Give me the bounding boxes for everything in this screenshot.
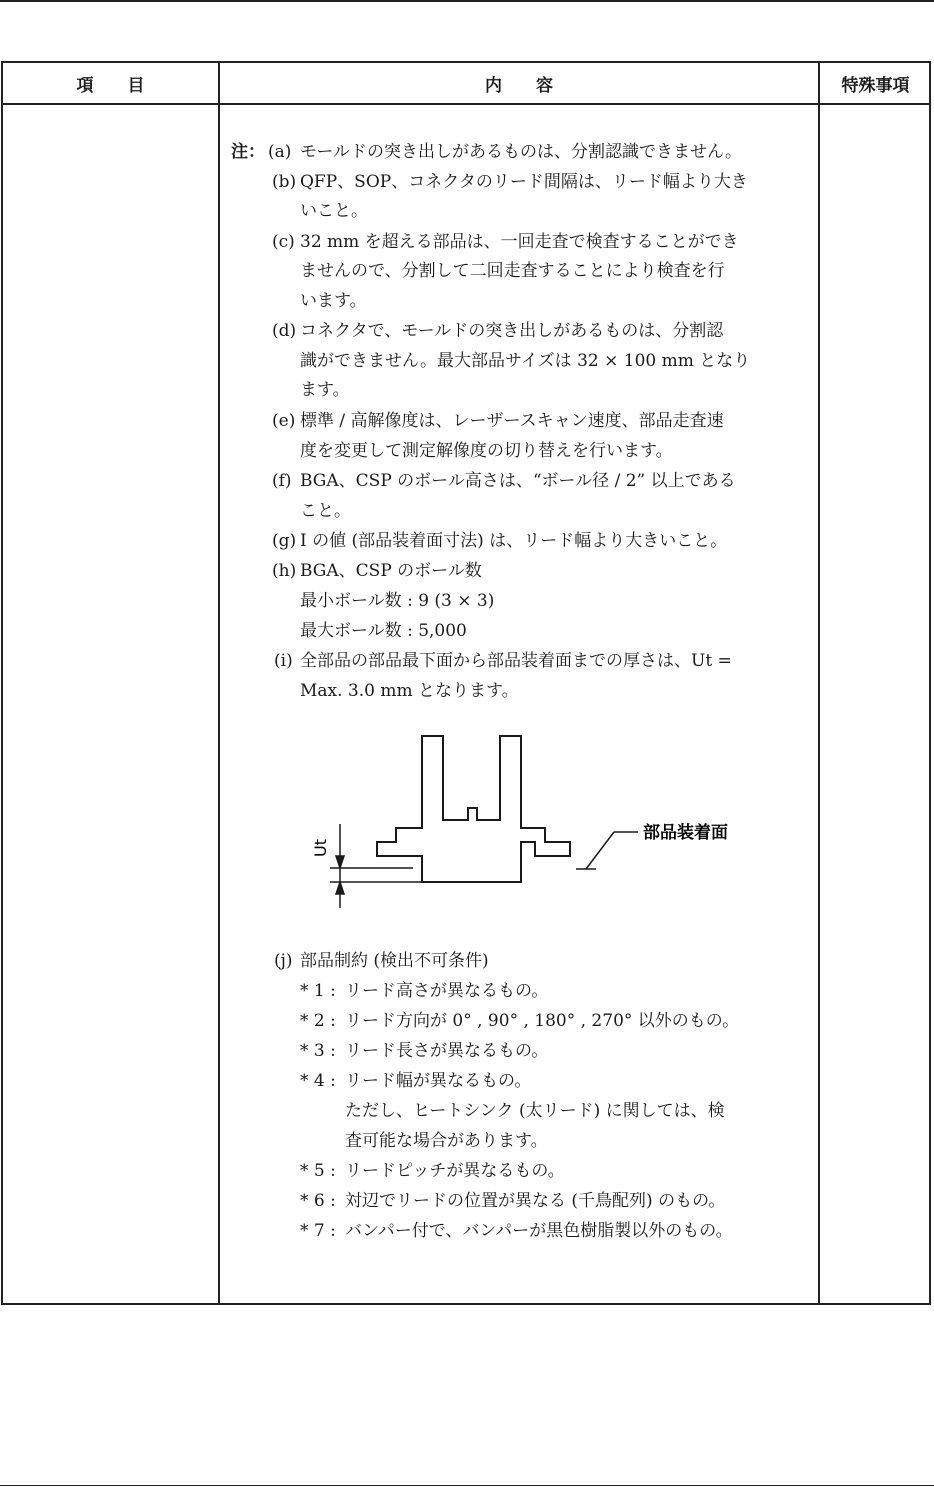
note-g-line: I の値 (部品装着面寸法) は、リード幅より大きいこと。 — [300, 531, 728, 551]
column-divider — [218, 63, 220, 1303]
note-a-line: モールドの突き出しがあるものは、分割認識できません。 — [300, 142, 742, 162]
note-d-line: ます。 — [300, 380, 350, 400]
constraint-text: 対辺でリードの位置が異なる (千鳥配列) のもの。 — [345, 1191, 726, 1211]
ut-arrow-up — [336, 856, 344, 868]
note-c-line: います。 — [300, 291, 367, 311]
note-a-label: (a) — [268, 142, 292, 162]
note-h-line: BGA、CSP のボール数 — [300, 561, 482, 581]
constraint-mark: * 1 : — [300, 981, 336, 1001]
note-b-line: QFP、SOP、コネクタのリード間隔は、リード幅より大き — [300, 172, 748, 192]
note-j-title: 部品制約 (検出不可条件) — [300, 951, 489, 971]
ut-arrow-down — [336, 882, 344, 894]
note-i-label: (i) — [274, 651, 293, 671]
surface-leader — [586, 832, 614, 869]
note-f-line: BGA、CSP のボール高さは、“ボール径 / 2” 以上である — [300, 471, 736, 491]
note-i-line: Max. 3.0 mm となります。 — [300, 681, 519, 701]
note-g-label: (g) — [272, 531, 297, 551]
component-profile-diagram — [300, 728, 760, 918]
header-item: 項 目 — [76, 75, 145, 96]
top-rule — [0, 0, 934, 2]
note-f-line: こと。 — [300, 501, 351, 521]
constraint-text: ただし、ヒートシンク (太リード) に関しては、検 — [345, 1101, 725, 1121]
note-d-label: (d) — [272, 321, 297, 341]
constraint-text: 査可能な場合があります。 — [345, 1131, 548, 1151]
constraint-text: リード方向が 0° , 90° , 180° , 270° 以外のもの。 — [345, 1011, 740, 1031]
note-h-label: (h) — [272, 561, 297, 581]
constraint-mark: * 6 : — [300, 1191, 336, 1211]
note-c-line: ませんので、分割して二回走査することにより検査を行 — [300, 261, 725, 281]
mount-surface-label: 部品装着面 — [643, 823, 728, 843]
constraint-mark: * 5 : — [300, 1161, 336, 1181]
component-outline — [377, 736, 570, 882]
note-f-label: (f) — [272, 471, 292, 491]
constraint-text: リード幅が異なるもの。 — [345, 1071, 532, 1091]
constraint-text: バンパー付で、バンパーが黒色樹脂製以外のもの。 — [345, 1221, 733, 1241]
ut-label: Ut — [311, 839, 330, 857]
note-c-line: 32 mm を超える部品は、一回走査で検査することができ — [300, 232, 739, 252]
constraint-mark: * 3 : — [300, 1041, 336, 1061]
note-h-line: 最小ボール数 : 9 (3 × 3) — [300, 591, 495, 611]
constraint-text: リード高さが異なるもの。 — [345, 981, 549, 1001]
note-d-line: 識ができません。最大部品サイズは 32 × 100 mm となり — [300, 351, 751, 371]
header-content: 内 容 — [485, 75, 553, 96]
constraint-text: リードピッチが異なるもの。 — [345, 1161, 565, 1181]
header-special: 特殊事項 — [841, 75, 910, 96]
note-d-line: コネクタで、モールドの突き出しがあるものは、分割認 — [300, 321, 724, 341]
constraint-mark: * 4 : — [300, 1071, 336, 1091]
note-j-label: (j) — [274, 951, 293, 971]
constraint-mark: * 7 : — [300, 1221, 336, 1241]
constraint-mark: * 2 : — [300, 1011, 336, 1031]
note-i-line: 全部品の部品最下面から部品装着面までの厚さは、Ut = — [300, 651, 732, 671]
note-e-line: 度を変更して測定解像度の切り替えを行います。 — [300, 441, 673, 461]
column-divider — [818, 63, 820, 1303]
note-h-line: 最大ボール数 : 5,000 — [300, 621, 467, 641]
note-e-line: 標準 / 高解像度は、レーザースキャン速度、部品走査速 — [300, 411, 724, 431]
bottom-rule — [0, 1485, 934, 1486]
note-b-line: いこと。 — [300, 201, 368, 221]
note-c-label: (c) — [272, 232, 295, 252]
note-b-label: (b) — [272, 172, 297, 192]
constraint-text: リード長さが異なるもの。 — [345, 1041, 549, 1061]
note-prefix: 注： — [231, 142, 265, 162]
note-e-label: (e) — [272, 411, 296, 431]
